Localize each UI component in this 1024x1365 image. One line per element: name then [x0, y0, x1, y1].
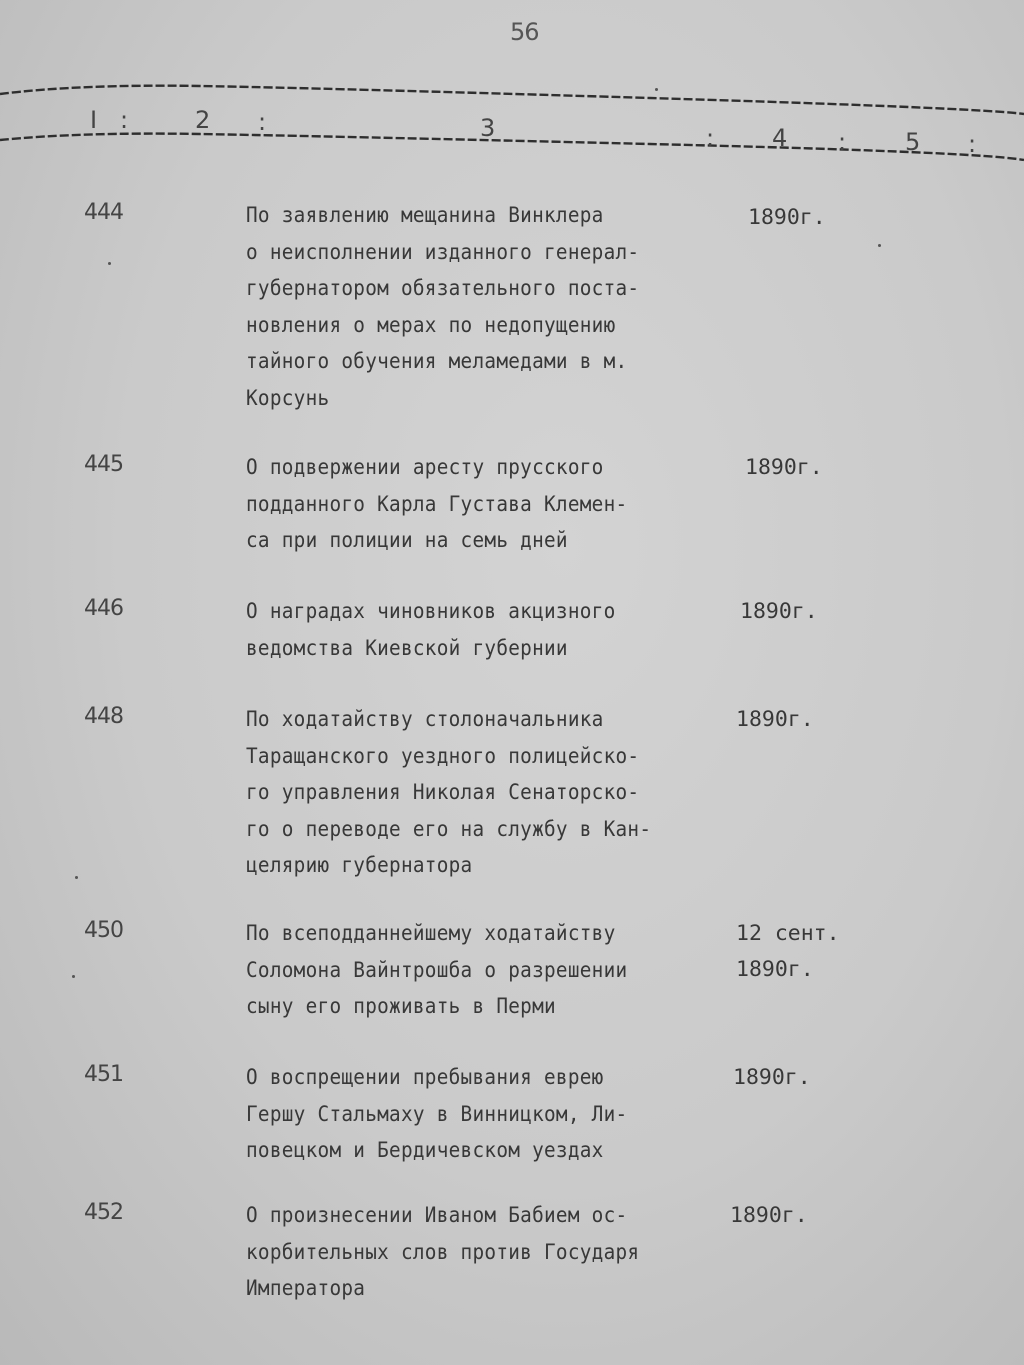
column-header-1: I — [90, 106, 98, 134]
description-line: са при полиции на семь дней — [246, 528, 568, 554]
entry-date: 1890г. — [736, 707, 814, 732]
header-dashed-rules — [0, 78, 1024, 168]
description-line: По заявлению мещанина Винклера — [246, 203, 604, 228]
description-line: О воспрещении пребывания еврею — [246, 1065, 604, 1090]
paper-speck — [75, 876, 78, 879]
entry-description — [246, 916, 670, 1026]
entry-date-year: 1890г. — [736, 957, 814, 982]
column-separator: : — [838, 128, 847, 156]
entry-date: 1890г. — [748, 205, 826, 230]
column-header-4: 4 — [772, 124, 788, 152]
entry-number: 445 — [84, 452, 123, 477]
description-line: О наградах чиновников акцизного — [246, 599, 616, 624]
description-line: Императора — [246, 1276, 366, 1302]
description-line: повецком и Бердичевском уездах — [246, 1138, 604, 1164]
column-separator: : — [706, 124, 715, 152]
description-line: корбительных слов против Государя — [246, 1239, 640, 1265]
entry-date: 12 сент. — [736, 921, 840, 946]
column-separator: : — [968, 130, 977, 158]
description-line: о неисполнении изданного генерал- — [246, 239, 640, 265]
table-header — [0, 78, 1024, 168]
description-line: го управления Николая Сенаторско- — [246, 780, 640, 806]
description-line: тайного обучения меламедами в м. — [246, 349, 628, 375]
column-header-3: 3 — [480, 114, 496, 142]
entry-number: 446 — [84, 596, 123, 621]
entry-date: 1890г. — [733, 1065, 811, 1090]
entry-date: 1890г. — [730, 1203, 808, 1228]
entry-number: 444 — [84, 200, 123, 225]
entry-description — [246, 702, 696, 885]
description-line: подданного Карла Густава Клемен- — [246, 491, 628, 517]
description-line: По всеподданнейшему ходатайству — [246, 921, 616, 946]
page-number: 56 — [510, 18, 539, 46]
description-line: О произнесении Иваном Бабием ос- — [246, 1203, 628, 1228]
description-line: целярию губернатора — [246, 853, 473, 879]
description-line: новления о мерах по недопущению — [246, 312, 616, 338]
description-line: го о переводе его на службу в Кан- — [246, 816, 652, 842]
description-line: ведомства Киевской губернии — [246, 635, 568, 661]
entry-description — [246, 1060, 670, 1170]
column-separator: : — [120, 106, 129, 134]
paper-speck — [108, 262, 111, 265]
description-line: Таращанского уездного полицейско- — [246, 743, 640, 769]
entry-description — [246, 594, 657, 667]
entry-date: 1890г. — [745, 455, 823, 480]
entry-number: 452 — [84, 1200, 123, 1225]
entry-description — [246, 198, 683, 418]
description-line: Корсунь — [246, 385, 330, 411]
column-header-2: 2 — [195, 106, 211, 134]
paper-speck — [72, 975, 75, 978]
description-line: О подвержении аресту прусского — [246, 455, 604, 480]
entry-description — [246, 1198, 683, 1308]
paper-speck — [655, 88, 658, 91]
column-header-5: 5 — [905, 128, 921, 156]
entry-number: 450 — [84, 918, 123, 943]
description-line: По ходатайству столоначальника — [246, 707, 604, 732]
description-line: Гершу Стальмаху в Винницком, Ли- — [246, 1101, 628, 1127]
entry-description — [246, 450, 670, 560]
entry-date: 1890г. — [740, 599, 818, 624]
entry-number: 448 — [84, 704, 123, 729]
description-line: сыну его проживать в Перми — [246, 994, 556, 1020]
column-separator: : — [258, 108, 267, 136]
description-line: губернатором обязательного поста- — [246, 276, 640, 302]
entry-number: 451 — [84, 1062, 123, 1087]
paper-speck — [878, 244, 881, 247]
description-line: Соломона Вайнтрошба о разрешении — [246, 957, 628, 983]
